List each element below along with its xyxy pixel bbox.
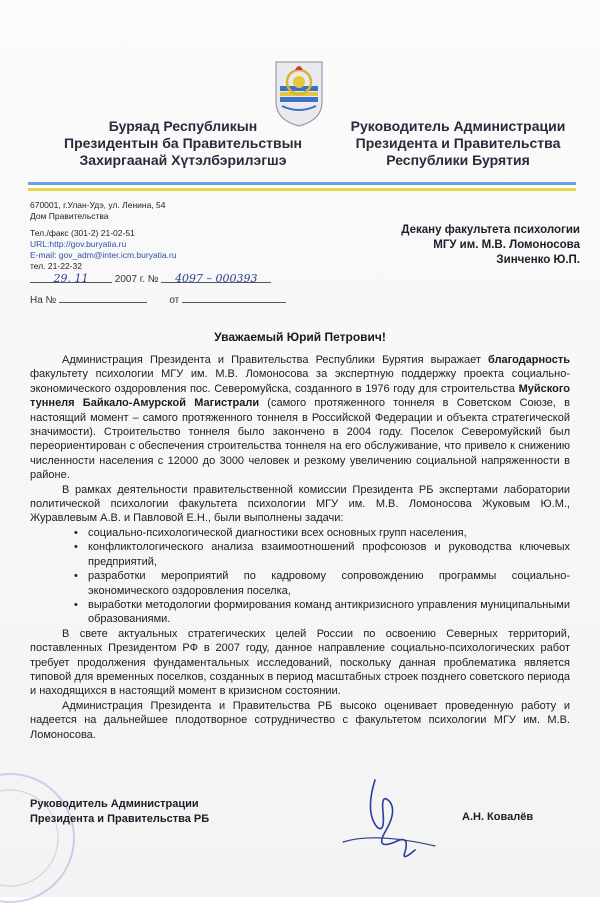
reference-year: 2007 г. №: [114, 274, 159, 285]
paragraph-3: В свете актуальных стратегических целей России по освоению Северных территорий, поставленных Президентом РФ в 2007 году, данное направление социально-психологических работ требует продолжения фундаментальных исследований, поскольку данная проблематика является типовой для временных поселков, созданных в период масштабных строек позднего советского периода и находящихся в настоящий момент в кризисном состоянии.: [30, 627, 570, 698]
addressee-line1: Декану факультета психологии: [401, 224, 580, 236]
signatory-title: [30, 797, 209, 826]
address-email[interactable]: E-mail: gov_adm@inter.icm.buryatia.ru: [30, 250, 177, 260]
header-russian: [338, 118, 578, 169]
header-buryat: [58, 118, 308, 169]
paragraph-4: Администрация Президента и Правительства РБ высоко оценивает проведенную работу и надеется на дальнейшее плодотворное сотрудничество с факультетом психологии МГУ им. М.В. Ломоносова.: [30, 699, 570, 741]
addressee-line2: МГУ им. М.В. Ломоносова: [433, 239, 580, 251]
list-item: • социально-психологической диагностики всех основных групп населения,: [76, 526, 570, 540]
header-buryat-line3: Захиргаанай Хүтэлбэрилэгшэ: [79, 152, 287, 168]
label-ot: от: [169, 295, 180, 306]
signatory-title-line2: Президента и Правительства РБ: [30, 812, 210, 825]
tasks-list: [30, 526, 570, 627]
sender-address: [30, 200, 280, 272]
header-buryat-line1: Буряад Республикын: [108, 118, 258, 134]
header-russian-line3: Республики Бурятия: [386, 152, 530, 168]
outgoing-reference: [30, 272, 271, 285]
letter-body: [30, 353, 570, 742]
addressee: [360, 223, 580, 268]
handwritten-date: 29. 11: [53, 272, 89, 285]
p1-text-a: Администрация Президента и Правительства Республики Бурятия выражает: [62, 354, 489, 366]
list-item: • конфликтологического анализа взаимоотношений профсоюзов и руководства ключевых предприятий,: [76, 540, 570, 569]
address-building: Дом Правительства: [30, 211, 109, 221]
header-buryat-line2: Президентын ба Правительствын: [64, 135, 302, 151]
handwritten-number: 4097 – 000393: [175, 272, 258, 285]
incoming-reference: [30, 292, 286, 306]
p1-text-c: факультету психологии МГУ им. М.В. Ломоносова за экспертную поддержку проекта социально-экономического оздоровления пос. Северомуйска, созданного в 1976 году для строительства: [30, 368, 570, 395]
p1-bold-thanks: благодарность: [488, 354, 570, 366]
p1-text-e: (самого протяженного тоннеля в Советском Союзе, в настоящий момент – самого протяженного тоннеля в Российской Федерации и объекта стратегической значимости). Строительство тоннеля было закончено в 2004 году. Поселок Северомуйский был переориентирован с обеспечения строительства тоннеля на его обслуживание, что привело к снижению численности населения с 12000 до 3000 человек и резкому увеличению социальной напряженности в районе.: [30, 397, 570, 482]
list-item: • выработки методологии формирования команд антикризисного управления муниципальными образованиями.: [76, 598, 570, 627]
address-telfax: Тел./факс (301-2) 21-02-51: [30, 228, 135, 238]
header-russian-line1: Руководитель Администрации: [350, 118, 566, 134]
p1-bold-tunnel: Муйского туннеля Байкало-Амурской Магистрали: [30, 382, 570, 410]
greeting: Уважаемый Юрий Петрович!: [214, 330, 386, 344]
address-street: 670001, г.Улан-Удэ, ул. Ленина, 54: [30, 200, 166, 210]
official-seal-icon: [0, 768, 80, 908]
header-russian-line2: Президента и Правительства: [355, 135, 561, 151]
paragraph-2: В рамках деятельности правительственной комиссии Президента РБ экспертами лаборатории политической психологии факультета психологии МГУ им. М.В. Ломоносова Жуковым Ю.М., Журавлевым А.В. и Павловой Е.Н., были выполнены задачи:: [30, 483, 570, 525]
label-na: На №: [30, 295, 57, 306]
paragraph-1: [30, 353, 570, 483]
address-phone: тел. 21-22-32: [30, 261, 82, 271]
flag-stripes: [28, 182, 576, 191]
address-url[interactable]: URL:http://gov.buryatia.ru: [30, 239, 127, 249]
addressee-line3: Зинченко Ю.П.: [496, 254, 580, 266]
signatory-title-line1: Руководитель Администрации: [30, 798, 199, 810]
handwritten-signature-icon: [335, 772, 445, 862]
signatory-name: А.Н. Ковалёв: [462, 811, 534, 823]
list-item: • разработки мероприятий по кадровому сопровождению программы социально-экономического оздоровления поселка,: [76, 569, 570, 598]
